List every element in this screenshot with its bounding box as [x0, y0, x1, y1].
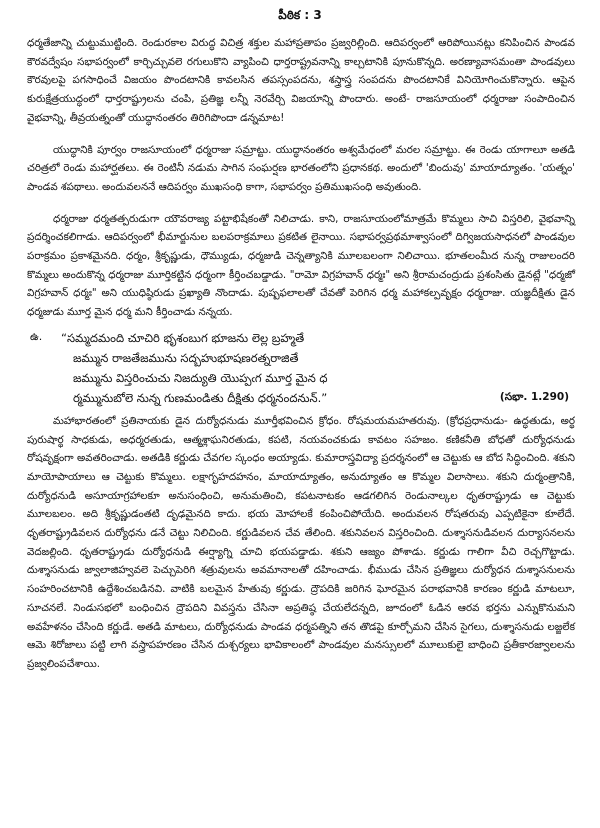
verse-line-3: జమ్మును విస్తరించుచు నిజద్యుతి యొప్పఁగ మూర్త మైన ధ [73, 370, 328, 385]
body-text [27, 34, 575, 674]
paragraph-2: యుద్ధానికి పూర్వం రాజసూయంలో ధర్మరాజు సమ్రాట్టు. యుద్ధానంతరం అశ్వమేధంలో మరల సమ్రాట్టు. ఈ రెండు యాగాలూ అతడి చరిత్రలో రెండు మహార్ఘతలు. ఈ రెంటినీ నడుమ సాగిన సంఘర్షణ భారతంలోని ప్రధానకథ. అందులో 'బిందువు' మాయాద్యూతం. 'యత్నం' పాండవ శపథాలు. అందువలననే ఆదిపర్వం ముఖసంధి కాగా, సభాపర్వం ప్రతిముఖసంధి అవుతుంది. [27, 143, 575, 193]
verse-line-4: ర్మమ్మునుబోలె నున్న గుణమండితు దీక్షితు ధర్మనందనున్.” [73, 390, 328, 405]
verse-reference: (సభా. 1.290) [499, 390, 569, 403]
verse-line-1: “సమ్మదమంది చూచిరి భృశంబుగ భూజను లెల్ల బ్రహ్మతే [61, 330, 305, 345]
verse-meter-label: ఉ. [30, 329, 43, 343]
verse [61, 328, 575, 408]
paragraph-4: మహాభారతంలో ప్రతినాయకు డైన దుర్యోధనుడు మూర్తీభవించిన క్రోధం. రోషమయమహతరువు. (క్రోధప్రధానుడు- ఉద్ధతుడు, అర్థ పురుషార్థ సాధకుడు, అధర్మరతుడు, ఆత్మశ్లాఘనిరతుడు, కపటి, నయవంచకుడు కావటం సహజం. కణికనీతి బోధతో దుర్యోధనుడు రోషవృక్షంగా అవతరించాడు. అతడికి కర్ణుడు చేవగల స్కంధం అయ్యాడు. కుమారాస్త్రవిద్యా ప్రదర్శనంలో ఆ చెట్టుకు ఆ బోద సిద్ధించింది. శకుని మాయోపాయాలు ఆ చెట్టుకు కొమ్మలు. లక్షాగృహదహనం, మాయాద్యూతం, అనుద్యూతం ఆ కొమ్మల విలాసాలు. శకుని దుర్మంత్రానికి, దుర్యోధనుడి అసూయాగ్రహాలకూ అనుసంధించి, అనుమతించి, కపటనాటకం ఆడగలిగిన రెండునాల్కల ధృతరాష్ట్రుడు ఆ చెట్టుకు మూలబలం. అది శ్రీకృష్ణుడంతటి దృఢమైనది కాదు. భయ మోహాలకే కంపించిపోయేది. అందువలన రోషతరువు ఎప్పటికైనా కూలేదే. ధృతరాష్ట్రుడివలన దుర్యోధను డనే చెట్టు నిలిచింది. కర్ణుడివలన చేవ తేలింది. శకునివలన విస్తరించింది. దుశ్శాసనుడివలన దుర్యాసనలను వెదజల్లింది. ధృతరాష్ట్రుడు దుర్యోధనుడి ఈర్ష్యాగ్ని చూచి భయపడ్డాడు. శకుని ఆజ్యం పోశాడు. కర్ణుడు గాలిగా వీచి రెచ్చగొట్టాడు. దుశ్శాసనుడు జ్వాలాజిహ్వవలె పెచ్చుపెరిగి శత్రువులను అవమానాలతో దహించాడు. భీముడు చేసిన ప్రతిజ్ఞలు దుర్యోధన దుశ్శాసనులను సంహరించటానికి ఉద్దేశించబడినవి. వాటికి బలమైన హేతువు కర్ణుడు. ద్రౌపదికి జరిగిన ఘోరమైన పరాభవానికి కారణం కర్ణుడి మాటలూ, సూచనలే. నిండుసభలో బంధించిన ద్రౌపదిని వివస్త్రను చేసినా అప్రతిష్ఠ చేయలేదన్నది, జూదంలో ఓడిన ఆరవ భర్తను ఎన్నుకొనుమని అవహేళనం చేసింది కర్ణుడే. అతడి మాటలు, దుర్యోధనుడు పాండవ ధర్మపత్నిని తన తొడపై కూర్చోమని చేసిన సైగలు, దుశ్శాసనుడు లజ్జలేక ఆమె శిరోజాలు పట్టి లాగి వస్త్రాపహరణం చేసిన దుశ్చర్యలు భావికాలంలో పాండవుల మనస్సులలో మూలుకులై బాధించి ప్రతీకారజ్వాలలను ప్రజ్వలింపచేశాయి. [27, 414, 575, 670]
page-header: పీఠిక : 3 [278, 8, 322, 22]
paragraph-1: ధర్మతేజాన్ని చుట్టుముట్టింది. రెండురకాల విరుద్ధ విచిత్ర శక్తుల మహాప్రతాపం ప్రజ్వరిల్లింది. ఆదిపర్వంలో ఆరిపోయినట్లు కనిపించిన పాండవ కౌరవద్వేషం సభాపర్వంలో కార్చిచ్చువలె రగులుకొని వ్యాపించి ధార్తరాష్ట్రవనాన్ని కాల్చటానికి పూనుకొన్నది. అరణ్యావాసమంతా పాండవులు కౌరవులపై పగసాధించే విజయం పొందటానికి కావలసిన తపస్సంపదను, శస్త్రాస్త్ర సంపదను పొందటానికే వినియోగించుకొన్నారు. ఆపైన కురుక్షేత్రయుద్ధంలో ధార్తరాష్ట్రులను చంపి, ప్రతిజ్ఞ లన్నీ నెరవేర్చి విజయాన్ని పొందారు. అంటే- రాజసూయంలో ధర్మరాజు సంపాదించిన వైభవాన్ని, తీవ్రయత్నంతో యుద్ధానంతరం తిరిగిపొందా డన్నమాట! [27, 37, 575, 124]
verse-line-2: జమ్మున రాజతేజమును సద్బహుభూషణరత్నరాజితే [73, 350, 299, 365]
verse-block [27, 328, 575, 408]
paragraph-3: ధర్మరాజు ధర్మతత్పరుడుగా యౌవరాజ్య పట్టాభిషేకంతో నిలిచాడు. కాని, రాజసూయంలోమాత్రమే కొమ్మలు సాచి విస్తరిలి, వైభవాన్ని ప్రదర్శించకలిగాడు. ఆదిపర్వంలో భీమార్జునుల బలపరాక్రమాలు ప్రకటిత లైనాయి. సభాపర్వప్రథమాశ్వాసంలో దిగ్విజయసాధనలో పాండవుల పరాక్రమం ప్రకాశమైనది. ధర్మం, శ్రీకృష్ణుడు, ధౌమ్యుడు, ధర్మజుడి చెన్నత్యానికి మూలబలంగా నిలిచాయి. భూతలంమీద నున్న రాజులందరి కొమ్మలు అందుకొన్న ధర్మరాజు మూర్తికట్టిన ధర్మంగా కీర్తించబడ్డాడు. "రామో విగ్రహవాన్ ధర్మః" అని శ్రీరామచంద్రుడు ప్రశంసితు డైనట్లే "ధర్మజో విగ్రహవాన్ ధర్మః" అని యుధిష్ఠిరుడు ప్రఖ్యాతి నొందాడు. పుష్పఫలాలతో చేవతో పెరిగిన ధర్మ మహాకల్పవృక్షం ధర్మరాజు. యజ్ఞదీక్షితు డైన ధర్మజుడు మూర్త మైన ధర్మ మని కీర్తించాడు నన్నయ. [27, 212, 575, 319]
